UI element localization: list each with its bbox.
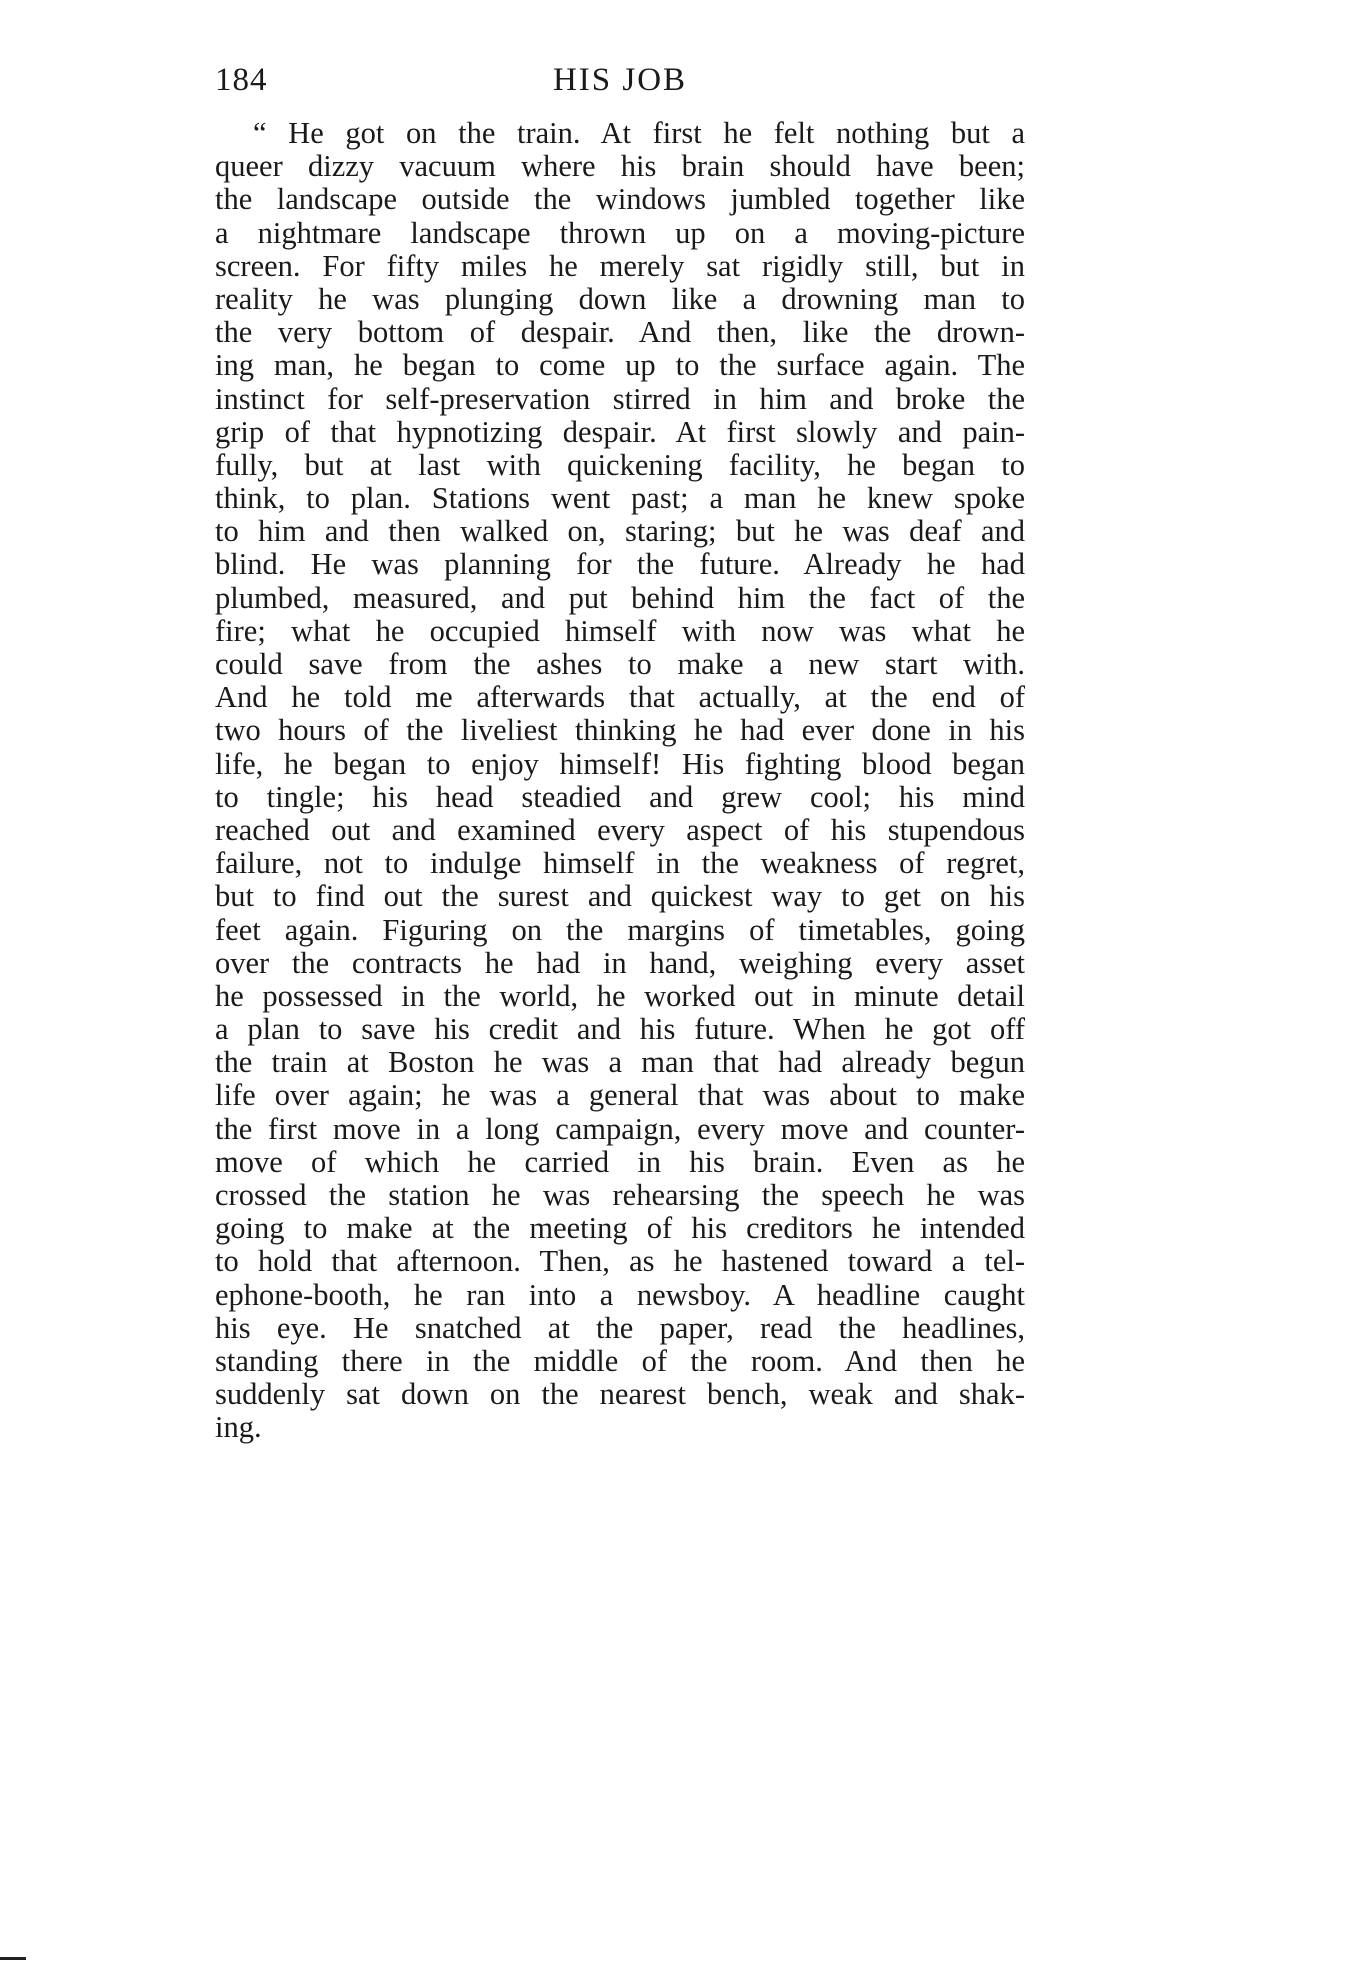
text-line: move of which he carried in his brain. Even as he (215, 1144, 1025, 1179)
text-line: to hold that afternoon. Then, as he hastened toward a tel- (215, 1244, 1025, 1279)
text-line: could save from the ashes to make a new start with. (215, 647, 1025, 681)
text-line: to tingle; his head steadied and grew cool; his mind (215, 779, 1025, 814)
text-line: the train at Boston he was a man that had already begun (215, 1045, 1025, 1080)
text-line: a plan to save his credit and his future. When he got off (215, 1012, 1025, 1047)
text-line: over the contracts he had in hand, weighing every asset (215, 945, 1025, 980)
text-line: a nightmare landscape thrown up on a moving-picture (215, 215, 1025, 250)
body-paragraph (215, 117, 1025, 1445)
text-line: queer dizzy vacuum where his brain should have been; (215, 149, 1025, 184)
text-line: instinct for self-preservation stirred in him and broke the (215, 381, 1025, 416)
text-line: suddenly sat down on the nearest bench, weak and shak- (215, 1377, 1025, 1412)
text-line: screen. For fifty miles he merely sat rigidly still, but in (215, 248, 1025, 283)
text-line: to him and then walked on, staring; but he was deaf and (215, 514, 1025, 549)
text-line: failure, not to indulge himself in the weakness of regret, (215, 846, 1025, 881)
text-line: grip of that hypnotizing despair. At first slowly and pain- (215, 414, 1025, 449)
text-line: fully, but at last with quickening facility, he began to (215, 447, 1025, 482)
text-line: he possessed in the world, he worked out in minute detail (215, 978, 1025, 1013)
page-number: 184 (215, 62, 268, 98)
text-line: plumbed, measured, and put behind him the fact of the (215, 580, 1025, 615)
text-line: life, he began to enjoy himself! His fighting blood began (215, 746, 1025, 781)
text-line: reality he was plunging down like a drowning man to (215, 281, 1025, 316)
text-line: reached out and examined every aspect of his stupendous (215, 812, 1025, 847)
text-line: the landscape outside the windows jumbled together like (215, 182, 1025, 217)
text-line: “ He got on the train. At first he felt nothing but a (253, 116, 1025, 150)
running-head (215, 62, 1025, 114)
text-line: the first move in a long campaign, every move and counter- (215, 1111, 1025, 1146)
text-line: standing there in the middle of the room. And then he (215, 1343, 1025, 1378)
text-line: two hours of the liveliest thinking he had ever done in his (215, 713, 1025, 748)
text-line: crossed the station he was rehearsing the speech he was (215, 1178, 1025, 1212)
text-line: ing. (215, 1410, 262, 1445)
text-line: but to find out the surest and quickest way to get on his (215, 879, 1025, 914)
scan-edge-mark (0, 1957, 26, 1960)
text-line: blind. He was planning for the future. Already he had (215, 547, 1025, 582)
text-line: his eye. He snatched at the paper, read the headlines, (215, 1310, 1025, 1345)
text-line: think, to plan. Stations went past; a man he knew spoke (215, 481, 1025, 516)
text-line: life over again; he was a general that was about to make (215, 1078, 1025, 1113)
text-line: feet again. Figuring on the margins of timetables, going (215, 912, 1025, 947)
text-line: ing man, he began to come up to the surface again. The (215, 348, 1025, 383)
page-title: HIS JOB (552, 62, 688, 98)
text-line: the very bottom of despair. And then, like the drown- (215, 315, 1025, 350)
text-line: And he told me afterwards that actually, at the end of (215, 680, 1025, 715)
text-line: ephone-booth, he ran into a newsboy. A headline caught (215, 1277, 1025, 1312)
text-line: fire; what he occupied himself with now was what he (215, 613, 1025, 648)
text-line: going to make at the meeting of his creditors he intended (215, 1211, 1025, 1246)
